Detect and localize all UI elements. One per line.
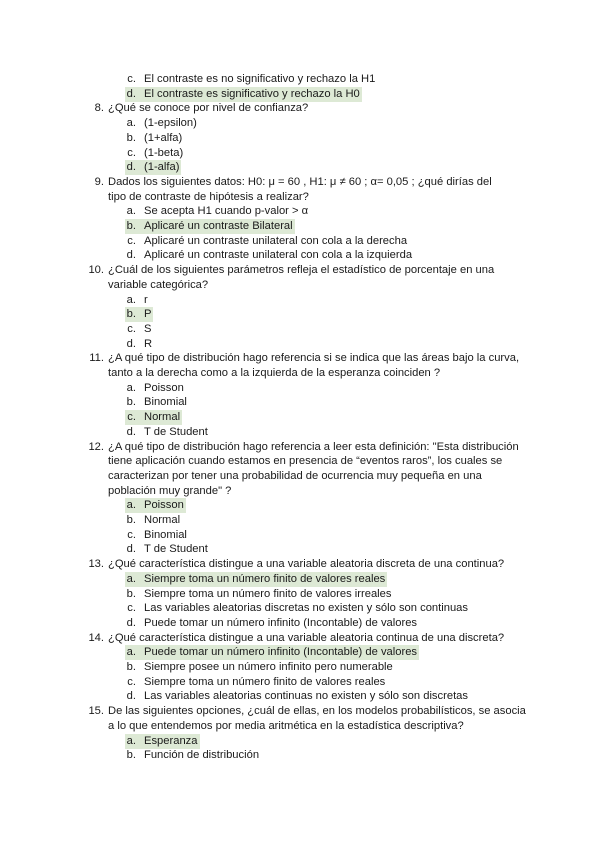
option-letter: a. (126, 205, 136, 218)
option-letter: b. (126, 131, 136, 144)
option-letter: d. (126, 616, 136, 629)
option-text: Puede tomar un número infinito (Incontable) de valores (144, 616, 418, 629)
answer-option (0, 513, 600, 528)
option-text: r (144, 293, 148, 306)
option-text: Las variables aleatorias discretas no existen y sólo son continuas (144, 602, 468, 615)
question-text: caracterizan por tener una probabilidad de ocurrencia muy pequeña en una (108, 469, 482, 482)
option-letter: c. (127, 322, 136, 335)
answer-option (0, 660, 600, 675)
option-text: Poisson (144, 499, 184, 512)
option-text: T de Student (144, 425, 208, 438)
answer-option (0, 116, 600, 131)
answer-option-correct (0, 219, 600, 234)
question-text: ¿A qué tipo de distribución hago referencia si se indica que las áreas bajo la curva, (108, 352, 520, 365)
answer-option (0, 748, 600, 763)
question-number: 8. (94, 102, 104, 115)
answer-option (0, 616, 600, 631)
answer-option (0, 542, 600, 557)
option-letter: a. (126, 381, 136, 394)
option-text: Poisson (144, 381, 184, 394)
question-text: De las siguientes opciones, ¿cuál de ellas, en los modelos probabilísticos, se asocia (108, 705, 526, 718)
option-letter: a. (126, 572, 136, 585)
option-letter: c. (127, 411, 136, 424)
option-letter: b. (126, 749, 136, 762)
answer-option (0, 234, 600, 249)
question-text: tanto a la derecha como a la izquierda de la esperanza coinciden ? (108, 367, 441, 379)
answer-option (0, 146, 600, 161)
option-letter: b. (126, 220, 136, 232)
option-letter: c. (127, 675, 136, 688)
answer-option (0, 337, 600, 352)
option-letter: a. (126, 646, 136, 659)
option-text: Función de distribución (144, 749, 260, 762)
option-letter: a. (126, 499, 136, 512)
answer-option-correct (0, 410, 600, 425)
question-number: 10. (88, 264, 104, 277)
option-text: S (144, 322, 152, 335)
option-text: Se acepta H1 cuando p-valor > α (144, 205, 309, 218)
option-letter: a. (126, 117, 136, 130)
option-text: T de Student (144, 543, 208, 556)
question-line (0, 278, 600, 293)
option-letter: a. (126, 734, 136, 747)
answer-option (0, 395, 600, 410)
option-letter: c. (127, 602, 136, 615)
question-number: 11. (89, 352, 104, 365)
answer-option (0, 587, 600, 602)
option-letter: d. (126, 337, 136, 350)
option-text: Normal (144, 411, 181, 424)
answer-option-correct (0, 87, 600, 102)
question-text: variable categórica? (108, 278, 209, 291)
option-text: El contraste es no significativo y rechazo la H1 (144, 73, 376, 85)
question-line (0, 366, 600, 381)
answer-option (0, 322, 600, 337)
option-text: P (144, 308, 152, 321)
answer-option-correct (0, 645, 600, 660)
option-text: (1-beta) (144, 146, 184, 159)
question-line (0, 190, 600, 205)
option-letter: c. (127, 73, 136, 85)
answer-option-correct (0, 734, 600, 749)
question-text: ¿Qué característica distingue a una variable aleatoria discreta de una continua? (108, 558, 505, 571)
answer-option (0, 381, 600, 396)
question-text: ¿Qué característica distingue a una variable aleatoria continua de una discreta? (108, 631, 505, 644)
option-text: El contraste es significativo y rechazo la H0 (144, 87, 360, 100)
answer-option (0, 528, 600, 543)
option-text: Aplicaré un contraste unilateral con cola a la izquierda (144, 249, 413, 262)
option-letter: d. (126, 249, 136, 262)
answer-option (0, 131, 600, 146)
option-text: Binomial (144, 396, 187, 409)
question-line (0, 175, 600, 190)
question-line (0, 101, 600, 116)
option-letter: b. (126, 396, 136, 409)
option-text: Las variables aleatorias continuas no existen y sólo son discretas (144, 690, 468, 703)
question-line (0, 704, 600, 719)
question-line (0, 719, 600, 734)
option-letter: b. (126, 514, 136, 526)
option-letter: c. (127, 234, 136, 247)
question-text: ¿Qué se conoce por nivel de confianza? (108, 102, 309, 115)
option-text: Normal (144, 514, 181, 526)
answer-option-correct (0, 307, 600, 322)
option-letter: d. (126, 161, 136, 174)
question-line (0, 557, 600, 572)
option-text: Siempre toma un número finito de valores irreales (144, 587, 392, 600)
answer-option (0, 425, 600, 440)
question-line (0, 351, 600, 366)
question-text: ¿Cuál de los siguientes parámetros refleja el estadístico de porcentaje en una (108, 264, 495, 277)
question-text: población muy grande" ? (108, 484, 232, 497)
question-number: 14. (88, 631, 104, 644)
question-line (0, 440, 600, 455)
question-text: a lo que entendemos por media aritmética en la estadística descriptiva? (108, 719, 464, 732)
option-text: Binomial (144, 528, 187, 541)
answer-option (0, 72, 600, 87)
option-text: Siempre toma un número finito de valores reales (144, 675, 386, 688)
option-letter: d. (126, 425, 136, 438)
answer-option-correct (0, 498, 600, 513)
question-number: 9. (94, 175, 104, 188)
answer-option (0, 248, 600, 263)
answer-option (0, 293, 600, 308)
option-letter: b. (126, 587, 136, 600)
option-text: Aplicaré un contraste Bilateral (144, 220, 293, 232)
question-text: Dados los siguientes datos: H0: μ = 60 , H1: μ ≠ 60 ; α= 0,05 ; ¿qué dirías del (108, 175, 492, 188)
question-line (0, 631, 600, 646)
question-number: 12. (88, 440, 104, 453)
option-letter: b. (126, 308, 136, 321)
question-text: ¿A qué tipo de distribución hago referencia a leer esta definición: "Esta distribución (108, 440, 519, 453)
question-text: tiene aplicación cuando estamos en presencia de “eventos raros”, los cuales se (108, 455, 503, 468)
answer-option-correct (0, 160, 600, 175)
option-letter: a. (126, 293, 136, 306)
option-text: (1+alfa) (144, 131, 183, 144)
question-line (0, 484, 600, 499)
option-text: Siempre posee un número infinito pero numerable (144, 661, 393, 673)
answer-option (0, 675, 600, 690)
option-letter: c. (127, 528, 136, 541)
option-letter: d. (126, 690, 136, 703)
option-text: R (144, 337, 153, 350)
option-text: (1-alfa) (144, 161, 180, 174)
answer-option (0, 601, 600, 616)
option-text: Aplicaré un contraste unilateral con cola a la derecha (144, 234, 408, 247)
question-number: 15. (88, 705, 104, 718)
option-text: Puede tomar un número infinito (Incontable) de valores (144, 646, 418, 659)
option-letter: d. (126, 87, 136, 100)
answer-option-correct (0, 572, 600, 587)
question-line (0, 454, 600, 469)
question-text: tipo de contraste de hipótesis a realizar? (108, 190, 309, 203)
option-letter: d. (126, 543, 136, 556)
option-text: Siempre toma un número finito de valores reales (144, 572, 386, 585)
option-letter: b. (126, 661, 136, 673)
question-line (0, 469, 600, 484)
option-text: (1-epsilon) (144, 117, 197, 130)
question-number: 13. (88, 558, 104, 571)
question-line (0, 263, 600, 278)
option-text: Esperanza (144, 734, 198, 747)
answer-option (0, 689, 600, 704)
answer-option (0, 204, 600, 219)
option-letter: c. (127, 146, 136, 159)
